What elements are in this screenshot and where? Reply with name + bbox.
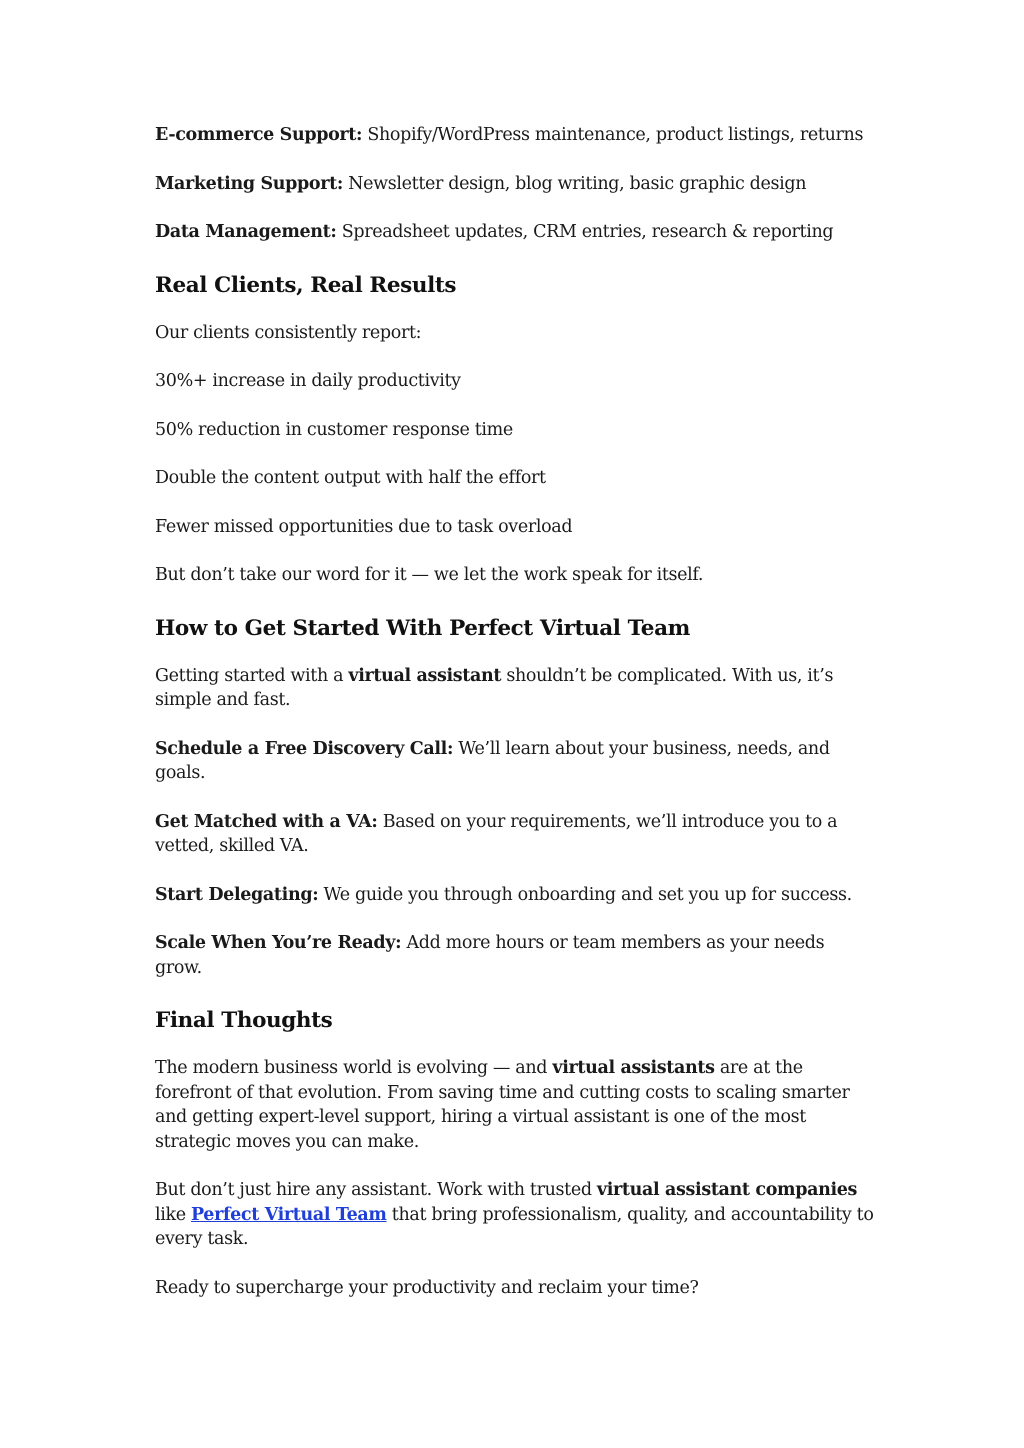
step-text: Based on your requirements, we’ll introduce you to a vetted, skilled VA. (155, 811, 838, 856)
service-item-data-management (155, 220, 875, 245)
paragraph-bold: virtual assistants (552, 1058, 715, 1078)
results-closing: But don’t take our word for it — we let the work speak for itself. (155, 565, 704, 585)
get-started-intro (155, 664, 875, 713)
step-item-start-delegating (155, 883, 875, 908)
section-heading-final-thoughts: Final Thoughts (155, 1008, 333, 1033)
step-item-get-matched (155, 810, 875, 859)
intro-text: shouldn’t be complicated. With us, it’s simple and fast. (155, 665, 834, 710)
results-intro: Our clients consistently report: (155, 322, 422, 343)
document-page (155, 123, 875, 1300)
paragraph-text: But don’t just hire any assistant. Work with trusted (155, 1180, 597, 1200)
result-item: Fewer missed opportunities due to task overload (155, 516, 573, 537)
service-text: Shopify/WordPress maintenance, product listings, returns (362, 125, 864, 145)
service-label: Data Management: (155, 222, 337, 242)
final-paragraph-1 (155, 1056, 875, 1154)
result-item: Double the content output with half the effort (155, 468, 546, 488)
step-label: Get Matched with a VA: (155, 811, 378, 832)
final-paragraph-3: Ready to supercharge your productivity and reclaim your time? (155, 1277, 699, 1298)
service-text: Newsletter design, blog writing, basic graphic design (342, 173, 807, 194)
result-item: 50% reduction in customer response time (155, 419, 513, 440)
step-item-scale (155, 931, 875, 980)
step-label: Start Delegating: (155, 884, 319, 905)
paragraph-text: that bring professionalism, quality, and accountability to every task. (155, 1204, 874, 1249)
final-paragraph-2 (155, 1178, 875, 1252)
service-label: Marketing Support: (155, 173, 343, 194)
step-label: Schedule a Free Discovery Call: (155, 738, 454, 759)
step-text: Add more hours or team members as your needs grow. (155, 933, 825, 978)
paragraph-text: are at the forefront of that evolution. From saving time and cutting costs to scaling smarter and getting expert-level support, hiring a virtual assistant is one of the most strategic moves you can make. (155, 1058, 850, 1152)
step-label: Scale When You’re Ready: (155, 933, 402, 953)
service-item-marketing (155, 172, 875, 197)
perfect-virtual-team-link[interactable]: Perfect Virtual Team (190, 1204, 387, 1225)
step-text: We guide you through onboarding and set you up for success. (318, 884, 852, 905)
section-heading-results: Real Clients, Real Results (155, 272, 457, 298)
paragraph-text: The modern business world is evolving — and (155, 1058, 553, 1078)
service-item-ecommerce (155, 123, 875, 148)
section-heading-get-started: How to Get Started With Perfect Virtual Team (155, 615, 690, 641)
paragraph-bold: virtual assistant companies (596, 1180, 858, 1200)
step-item-discovery-call (155, 737, 875, 786)
intro-bold: virtual assistant (348, 665, 502, 686)
paragraph-text: like (155, 1204, 191, 1225)
service-label: E-commerce Support: (155, 125, 363, 145)
result-item: 30%+ increase in daily productivity (155, 371, 461, 391)
intro-text: Getting started with a (155, 665, 349, 686)
step-text: We’ll learn about your business, needs, and goals. (155, 738, 830, 783)
service-text: Spreadsheet updates, CRM entries, research & reporting (336, 222, 834, 242)
